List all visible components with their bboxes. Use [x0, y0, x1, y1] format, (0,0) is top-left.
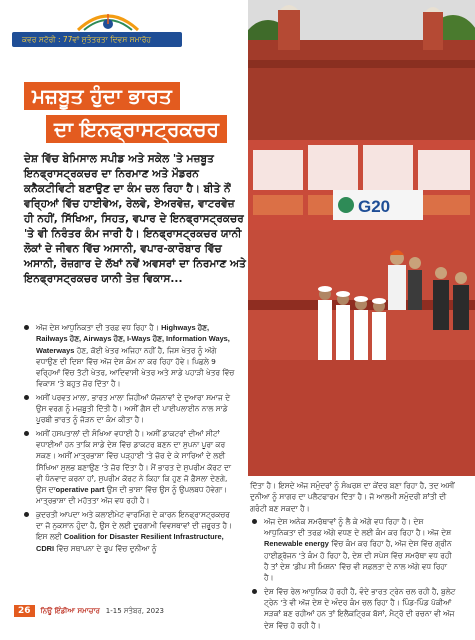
red-fort-ceremony-photo — [248, 0, 475, 476]
page-footer — [14, 603, 164, 619]
issue-date: 1-15 ਸਤੰਬਰ, 2023 — [105, 606, 165, 615]
list-item — [250, 516, 456, 584]
bullet-english-text: Coalition for Disaster Resilient Infrastructure, CDRI — [36, 532, 224, 553]
bullet-text: ਅਸੀਂ ਪਰਵਤ ਮਾਲਾ, ਭਾਰਤ ਮਾਲਾ ਜਿਹੀਆਂ ਯੋਜਨਾਵਾਂ ਦੇ ਦੁਆਰਾ ਸਮਾਜ ਦੇ ਉਸ ਵਰਗ ਨੂੰ ਮਜ਼ਬੂਤੀ ਦਿੱਤੀ ਹੈ। ਅਸੀਂ ਗੈਸ ਦੀ ਪਾਈਪਲਾਈਨ ਨਾਲ ਸਾਡੇ ਪੂਰਬੀ ਭਾਰਤ ਨੂੰ ਜੋੜਨ ਦਾ ਕੰਮ ਕੀਤਾ ਹੈ। — [36, 392, 231, 425]
list-item — [22, 322, 236, 390]
kicker-label: ਕਵਰ ਸਟੋਰੀ : 77ਵਾਂ ਸੁਤੰਤਰਤਾ ਦਿਵਸ ਸਮਾਰੋਹ — [12, 32, 182, 47]
kicker — [12, 8, 212, 52]
headline — [24, 82, 244, 148]
headline-line-2: ਦਾ ਇਨਫ੍ਰਾਸਟ੍ਰਕਚਰ — [46, 115, 227, 143]
bullet-english-text: operative part — [55, 485, 105, 495]
right-column — [250, 480, 456, 633]
bullet-text: ਕੁਦਰਤੀ ਆਪਦਾ ਅਤੇ ਕਲਾਈਮੇਟ ਵਾਰਮਿੰਗ ਦੇ ਕਾਰਨ ਇਨਫ੍ਰਾਸਟ੍ਰਕਚਰ ਦਾ ਜੋ ਨੁਕਸਾਨ ਹੁੰਦਾ ਹੈ, ਉਸ ਦੇ ਲਈ ਦੂਰਗਾਮੀ ਵਿਵਸਥਾਵਾਂ ਦੀ ਜ਼ਰੂਰਤ ਹੈ। ਇਸ ਲਈ — [36, 509, 233, 542]
list-item — [250, 586, 456, 631]
photo-illustration — [248, 0, 475, 476]
list-item — [22, 428, 236, 507]
list-item — [22, 392, 236, 426]
bullet-english-text: Highways ਹੋਣ, Railways ਹੋਣ, Airways ਹੋਣ, I-Ways ਹੋਣ, Information Ways, Waterways — [36, 323, 230, 355]
list-item — [22, 509, 236, 554]
bullet-text: ਅੱਜ ਦੇਸ਼ ਅਨੇਕ ਸਮਰੱਥਾਵਾਂ ਨੂੰ ਲੈ ਕੇ ਅੱਗੇ ਵਧ ਰਿਹਾ ਹੈ। ਦੇਸ਼ ਆਧੁਨਿਕਤਾ ਦੀ ਤਰਫ਼ ਅੱਗੇ ਵਧਣ ਦੇ ਲਈ ਕੰਮ ਕਰ ਰਿਹਾ ਹੈ। ਅੱਜ ਦੇਸ਼ — [264, 516, 452, 538]
list-item — [250, 480, 456, 514]
bullet-text: ਦਿੱਤਾ ਹੈ। ਇਸਦੇ ਅੱਜ ਸਮੁੰਦਰਾਂ ਨੂੰ ਸੰਘਰਸ਼ ਦਾ ਕੇਂਦਰ ਬਣਾ ਰਿਹਾ ਹੈ, ਤਦ ਅਸੀਂ ਦੁਨੀਆ ਨੂੰ ਸਾਗਰ ਦਾ ਪਲੈਟਫਾਰਮ ਦਿੱਤਾ ਹੈ। ਜੋ ਆਲਮੀ ਸਮੁੰਦਰੀ ਸ਼ਾਂਤੀ ਦੀ ਗਰੰਟੀ ਬਣ ਸਕਦਾ ਹੈ। — [250, 481, 455, 513]
headline-line-1: ਮਜ਼ਬੂਤ ਹੁੰਦਾ ਭਾਰਤ — [24, 82, 180, 110]
bullet-text: ਵਿੱਚ ਕੰਮ ਕਰ ਰਿਹਾ ਹੈ, ਅੱਜ ਦੇਸ਼ ਵਿੱਚ ਗ੍ਰੀਨ ਹਾਈਡ੍ਰੋਜਨ 'ਤੇ ਕੰਮ ਹੋ ਰਿਹਾ ਹੈ, ਦੇਸ਼ ਦੀ ਸਪੇਸ ਵਿੱਚ ਸਮਰੱਥਾ ਵਧ ਰਹੀ ਹੈ ਤਾਂ ਦੇਸ਼ 'ਡੀਪ ਸੀ ਮਿਸ਼ਨ' ਵਿੱਚ ਵੀ ਸਫ਼ਲਤਾ ਦੇ ਨਾਲ ਅੱਗੇ ਵਧ ਰਿਹਾ ਹੈ। — [264, 539, 452, 583]
bullet-text: ਵਿੱਚ ਸਥਾਪਨਾ ਦੇ ਰੂਪ ਵਿੱਚ ਦੁਨੀਆ ਨੂੰ — [54, 543, 157, 553]
independence-day-emblem-icon — [68, 8, 148, 32]
bullet-text: ਉਸ ਦੀ ਭਾਸ਼ਾ ਵਿੱਚ ਉਸ ਨੂੰ ਉਪਲਬਧ ਹੋਵੇਗਾ। ਮਾਤ੍ਰਭਾਸ਼ਾ ਦੀ ਮਹੱਤਤਾ ਅੱਜ ਵਧ ਰਹੀ ਹੈ। — [36, 485, 228, 506]
bullet-text: ਹੋਣ, ਕੋਈ ਖੇਤਰ ਅਜਿਹਾ ਨਹੀਂ ਹੈ, ਜਿਸ ਖੇਤਰ ਨੂੰ ਅੱਗੇ ਵਧਾਉਣ ਦੀ ਦਿਸ਼ਾ ਵਿੱਚ ਅੱਜ ਦੇਸ਼ ਕੰਮ ਨਾ ਕਰ ਰਿਹਾ ਹੋਵੇ। ਪਿਛਲੇ 9 ਵਰ੍ਹਿਆਂ ਵਿੱਚ ਤੱਟੀ ਖੇਤਰ, ਆਦਿਵਾਸੀ ਖੇਤਰ ਅਤੇ ਸਾਡੇ ਪਹਾੜੀ ਖੇਤਰ ਵਿੱਚ ਵਿਕਾਸ 'ਤੇ ਬਹੁਤ ਜ਼ੋਰ ਦਿੱਤਾ ਹੈ। — [36, 345, 235, 389]
bullet-text: ਦੇਸ਼ ਵਿੱਚ ਰੇਲ ਆਧੁਨਿਕ ਹੋ ਰਹੀ ਹੈ, ਵੰਦੇ ਭਾਰਤ ਟ੍ਰੇਨ ਚਲ ਰਹੀ ਹੈ, ਬੁਲੇਟ ਟ੍ਰੇਨ 'ਤੇ ਵੀ ਅੱਜ ਦੇਸ਼ ਦੇ ਅੰਦਰ ਕੰਮ ਚਲ ਰਿਹਾ ਹੈ। ਪਿੰਡ-ਪਿੰਡ ਪੱਕੀਆਂ ਸੜਕਾਂ ਬਣ ਰਹੀਆਂ ਹਨ ਤਾਂ ਇਲੈਕਟ੍ਰਿਕ ਬੱਸਾਂ, ਮੈਟ੍ਰੋ ਦੀ ਰਚਨਾ ਵੀ ਅੱਜ ਦੇਸ਼ ਵਿੱਚ ਹੋ ਰਹੀ ਹੈ। — [264, 586, 456, 630]
g20-banner-text: G20 — [358, 197, 391, 216]
bullet-text: ਅਸੀਂ ਹਸਪਤਾਲਾਂ ਦੀ ਸੰਖਿਆ ਵਧਾਈ ਹੈ। ਅਸੀਂ ਡਾਕਟਰਾਂ ਦੀਆਂ ਸੀਟਾਂ ਵਧਾਈਆਂ ਹਨ ਤਾਕਿ ਸਾਡੇ ਦੇਸ਼ ਵਿੱਚ ਡਾਕਟਰ ਬਣਨ ਦਾ ਸੁਪਨਾ ਪੂਰਾ ਕਰ ਸਕਣ। ਅਸੀਂ ਮਾਤ੍ਰਭਾਸ਼ਾ ਵਿੱਚ ਪੜ੍ਹਾਈ 'ਤੇ ਜ਼ੋਰ ਦੇ ਕੇ ਸਾਰਿਆਂ ਦੇ ਲਈ ਸਿੱਖਿਆ ਸੁਲਭ ਬਣਾਉਣ 'ਤੇ ਜ਼ੋਰ ਦਿੱਤਾ ਹੈ। ਮੈਂ ਭਾਰਤ ਦੇ ਸੁਪਰੀਮ ਕੋਰਟ ਦਾ ਵੀ ਧੰਨਵਾਦ ਕਰਨਾ ਹਾਂ, ਸੁਪਰੀਮ ਕੋਰਟ ਨੇ ਕਿਹਾ ਕਿ ਹੁਣ ਜੋ ਫ਼ੈਸਲਾ ਦੇਣਗੇ, ਉਸ ਦਾ — [36, 428, 231, 495]
left-column — [22, 322, 236, 556]
intro-paragraph: ਦੇਸ਼ ਵਿੱਚ ਬੇਮਿਸਾਲ ਸਪੀਡ ਅਤੇ ਸਕੇਲ 'ਤੇ ਮਜ਼ਬੂਤ ਇਨਫ੍ਰਾਸਟ੍ਰਕਚਰ ਦਾ ਨਿਰਮਾਣ ਅਤੇ ਮੌਡਰਨ ਕਨੈਕਟੀਵਿਟੀ ਬਣਾਉਣ ਦਾ ਕੰਮ ਚਲ ਰਿਹਾ ਹੈ। ਬੀਤੇ ਨੌਂ ਵਰ੍ਹਿਆਂ ਵਿੱਚ ਹਾਈਵੇਅ, ਰੇਲਵੇ, ਏਅਰਵੇਜ਼, ਵਾਟਰਵੇਜ਼ ਹੀ ਨਹੀਂ, ਸਿੱਖਿਆ, ਸਿਹਤ, ਵਪਾਰ ਦੇ ਇਨਫ੍ਰਾਸਟ੍ਰਕਚਰ 'ਤੇ ਵੀ ਨਿਰੰਤਰ ਕੰਮ ਜਾਰੀ ਹੈ। ਇਨਫ੍ਰਾਸਟ੍ਰਕਚਰ ਯਾਨੀ ਲੋਕਾਂ ਦੇ ਜੀਵਨ ਵਿੱਚ ਅਸਾਨੀ, ਵਪਾਰ-ਕਾਰੋਬਾਰ ਵਿੱਚ ਅਸਾਨੀ, ਰੋਜ਼ਗਾਰ ਦੇ ਲੱਖਾਂ ਨਵੇਂ ਅਵਸਰਾਂ ਦਾ ਨਿਰਮਾਣ ਅਤੇ ਇਨਫ੍ਰਾਸਟ੍ਰਕਚਰ ਯਾਨੀ ਤੇਜ਼ ਵਿਕਾਸ... — [24, 153, 246, 285]
page-number: 26 — [14, 605, 35, 617]
bullet-text: ਅੱਜ ਦੇਸ਼ ਆਧੁਨਿਕਤਾ ਦੀ ਤਰਫ਼ ਵਧ ਰਿਹਾ ਹੈ। — [36, 323, 162, 332]
magazine-name: ਨਿਊ ਇੰਡੀਆ ਸਮਾਚਾਰ — [40, 606, 100, 615]
bullet-english-text: Renewable energy — [264, 539, 329, 549]
